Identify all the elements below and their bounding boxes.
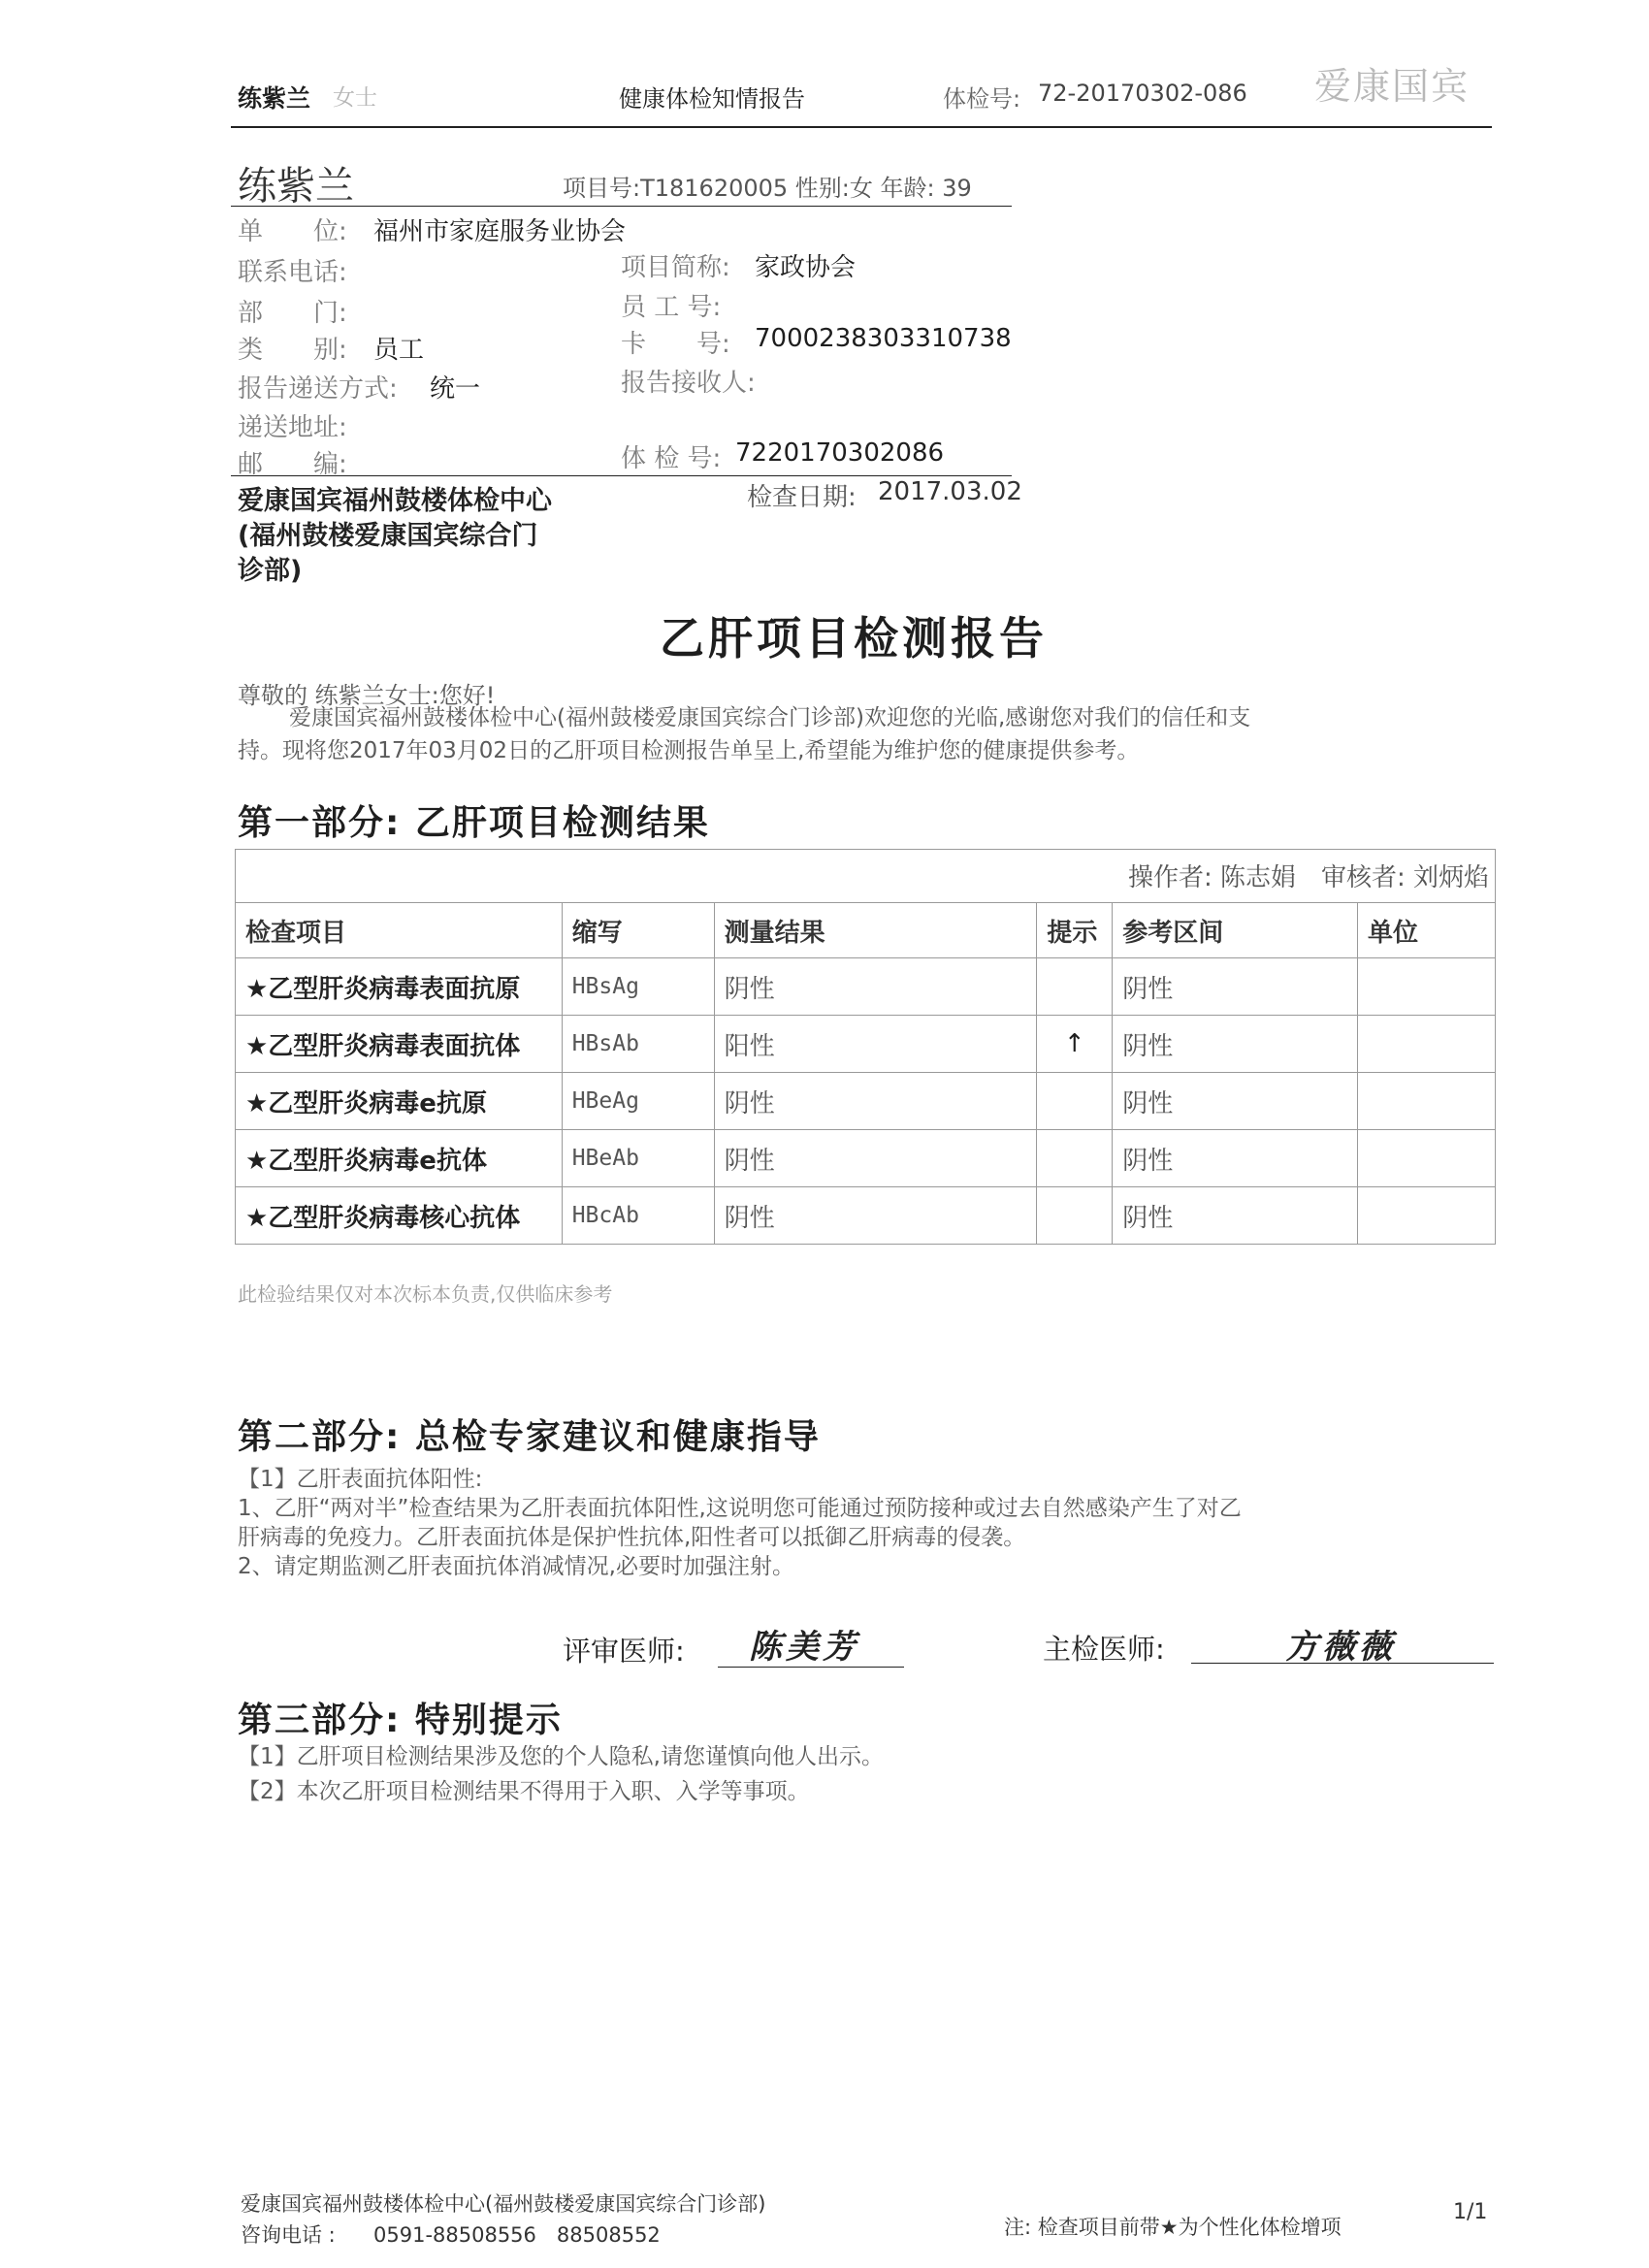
row-unit	[1358, 1130, 1496, 1187]
table-row	[236, 1073, 1496, 1130]
card-value: 7000238303310738	[755, 324, 1012, 353]
header-honorific: 女士	[333, 85, 377, 111]
row-unit	[1358, 1073, 1496, 1130]
exam-date-value: 2017.03.02	[878, 477, 1022, 506]
exam-no2-label: 体 检 号:	[621, 444, 722, 473]
header-divider	[231, 126, 1492, 128]
postcode-label: 邮 编:	[238, 450, 347, 479]
row-result: 阴性	[714, 1130, 1037, 1187]
unit-label: 单 位:	[238, 217, 347, 246]
category-value: 员工	[373, 336, 425, 365]
row-unit	[1358, 1016, 1496, 1073]
intro-line-1: 爱康国宾福州鼓楼体检中心(福州鼓楼爱康国宾综合门诊部)欢迎您的光临,感谢您对我们的信任和支	[289, 705, 1251, 730]
exam-no-label: 体检号:	[943, 85, 1021, 113]
col-abbr: 缩写	[562, 903, 714, 958]
patient-divider	[231, 206, 1012, 207]
row-item: ★乙型肝炎病毒表面抗原	[236, 958, 563, 1016]
page-number: 1/1	[1453, 2200, 1488, 2224]
row-hint: ↑	[1037, 1016, 1113, 1073]
row-abbr: HBeAb	[562, 1130, 714, 1187]
category-label: 类 别:	[238, 336, 347, 365]
row-unit	[1358, 1187, 1496, 1245]
unit-value: 福州市家庭服务业协会	[373, 217, 627, 246]
col-item: 检查项目	[236, 903, 563, 958]
card-label: 卡 号:	[621, 330, 730, 359]
col-ref: 参考区间	[1113, 903, 1358, 958]
row-hint	[1037, 1130, 1113, 1187]
chief-underline	[1191, 1663, 1494, 1664]
reviewer-label: 评审医师:	[563, 1635, 685, 1668]
part3-line-1: 【1】乙肝项目检测结果涉及您的个人隐私,请您谨慎向他人出示。	[238, 1744, 884, 1769]
footer-phone: 0591-88508556 88508552	[373, 2223, 661, 2247]
dept-label: 部 门:	[238, 299, 347, 328]
address-label: 递送地址:	[238, 413, 347, 442]
part3-line-2: 【2】本次乙肝项目检测结果不得用于入职、入学等事项。	[238, 1779, 810, 1804]
row-abbr: HBsAg	[562, 958, 714, 1016]
center-line-1: 爱康国宾福州鼓楼体检中心	[238, 486, 552, 516]
footer-phone-label: 咨询电话 :	[241, 2223, 336, 2247]
staff-no-label: 员 工 号:	[621, 293, 722, 322]
row-result: 阳性	[714, 1016, 1037, 1073]
results-table	[235, 902, 1496, 1245]
footer-note: 注: 检查项目前带★为个性化体检增项	[1004, 2216, 1342, 2239]
row-abbr: HBcAb	[562, 1187, 714, 1245]
footer-center: 爱康国宾福州鼓楼体检中心(福州鼓楼爱康国宾综合门诊部)	[241, 2192, 766, 2216]
exam-date-label: 检查日期:	[747, 483, 857, 512]
row-ref: 阴性	[1113, 1016, 1358, 1073]
exam-no: 72-20170302-086	[1038, 80, 1247, 107]
part3-heading: 第三部分: 特别提示	[238, 1701, 563, 1740]
receiver-label: 报告接收人:	[621, 369, 756, 398]
row-item: ★乙型肝炎病毒表面抗体	[236, 1016, 563, 1073]
part2-line-4: 2、请定期监测乙肝表面抗体消减情况,必要时加强注射。	[238, 1554, 794, 1579]
table-header-row	[236, 903, 1496, 958]
exam-no2-value: 7220170302086	[735, 438, 945, 468]
row-result: 阴性	[714, 1187, 1037, 1245]
center-line-2: (福州鼓楼爱康国宾综合门	[238, 521, 538, 551]
part2-line-2: 1、乙肝“两对半”检查结果为乙肝表面抗体阳性,这说明您可能通过预防接种或过去自然感染产生了对乙	[238, 1496, 1242, 1521]
greeting: 尊敬的 练紫兰女士:您好!	[238, 682, 496, 709]
delivery-label: 报告递送方式:	[238, 374, 398, 404]
header-name: 练紫兰	[238, 84, 311, 113]
row-hint	[1037, 1187, 1113, 1245]
reviewer-underline	[718, 1667, 904, 1668]
table-row	[236, 958, 1496, 1016]
row-ref: 阴性	[1113, 958, 1358, 1016]
part2-heading: 第二部分: 总检专家建议和健康指导	[238, 1417, 821, 1457]
row-item: ★乙型肝炎病毒e抗体	[236, 1130, 563, 1187]
chief-label: 主检医师:	[1043, 1633, 1165, 1666]
operator-line: 操作者: 陈志娟 审核者: 刘炳焰	[1127, 863, 1489, 892]
col-result: 测量结果	[714, 903, 1037, 958]
phone-label: 联系电话:	[238, 258, 347, 287]
reviewer-signature: 陈美芳	[749, 1628, 859, 1667]
table-row	[236, 1187, 1496, 1245]
part2-line-3: 肝病毒的免疫力。乙肝表面抗体是保护性抗体,阳性者可以抵御乙肝病毒的侵袭。	[238, 1525, 1026, 1550]
row-abbr: HBeAg	[562, 1073, 714, 1130]
report-type: 健康体检知情报告	[619, 85, 805, 113]
part2-line-1: 【1】乙肝表面抗体阳性:	[238, 1467, 483, 1492]
row-result: 阴性	[714, 958, 1037, 1016]
report-title: 乙肝项目检测报告	[660, 612, 1048, 664]
row-item: ★乙型肝炎病毒核心抗体	[236, 1187, 563, 1245]
delivery-value: 统一	[430, 374, 481, 404]
part1-heading: 第一部分: 乙肝项目检测结果	[238, 803, 710, 843]
row-result: 阴性	[714, 1073, 1037, 1130]
col-unit: 单位	[1358, 903, 1496, 958]
operator-box	[235, 849, 1496, 902]
logo: 爱康国宾	[1314, 65, 1471, 108]
row-ref: 阴性	[1113, 1073, 1358, 1130]
info-divider	[231, 475, 1012, 476]
intro-line-2: 持。现将您2017年03月02日的乙肝项目检测报告单呈上,希望能为维护您的健康提供参考。	[238, 738, 1140, 763]
project-line: 项目号:T181620005 性别:女 年龄: 39	[563, 175, 972, 202]
row-abbr: HBsAb	[562, 1016, 714, 1073]
row-ref: 阴性	[1113, 1130, 1358, 1187]
row-hint	[1037, 1073, 1113, 1130]
lab-note: 此检验结果仅对本次标本负责,仅供临床参考	[238, 1282, 613, 1306]
project-abbr-label: 项目简称:	[621, 253, 730, 282]
table-row	[236, 1016, 1496, 1073]
row-ref: 阴性	[1113, 1187, 1358, 1245]
row-hint	[1037, 958, 1113, 1016]
col-hint: 提示	[1037, 903, 1113, 958]
chief-signature: 方薇薇	[1285, 1628, 1396, 1667]
project-abbr-value: 家政协会	[755, 253, 857, 282]
patient-name: 练紫兰	[238, 164, 354, 209]
row-unit	[1358, 958, 1496, 1016]
row-item: ★乙型肝炎病毒e抗原	[236, 1073, 563, 1130]
center-line-3: 诊部)	[238, 556, 303, 586]
table-row	[236, 1130, 1496, 1187]
